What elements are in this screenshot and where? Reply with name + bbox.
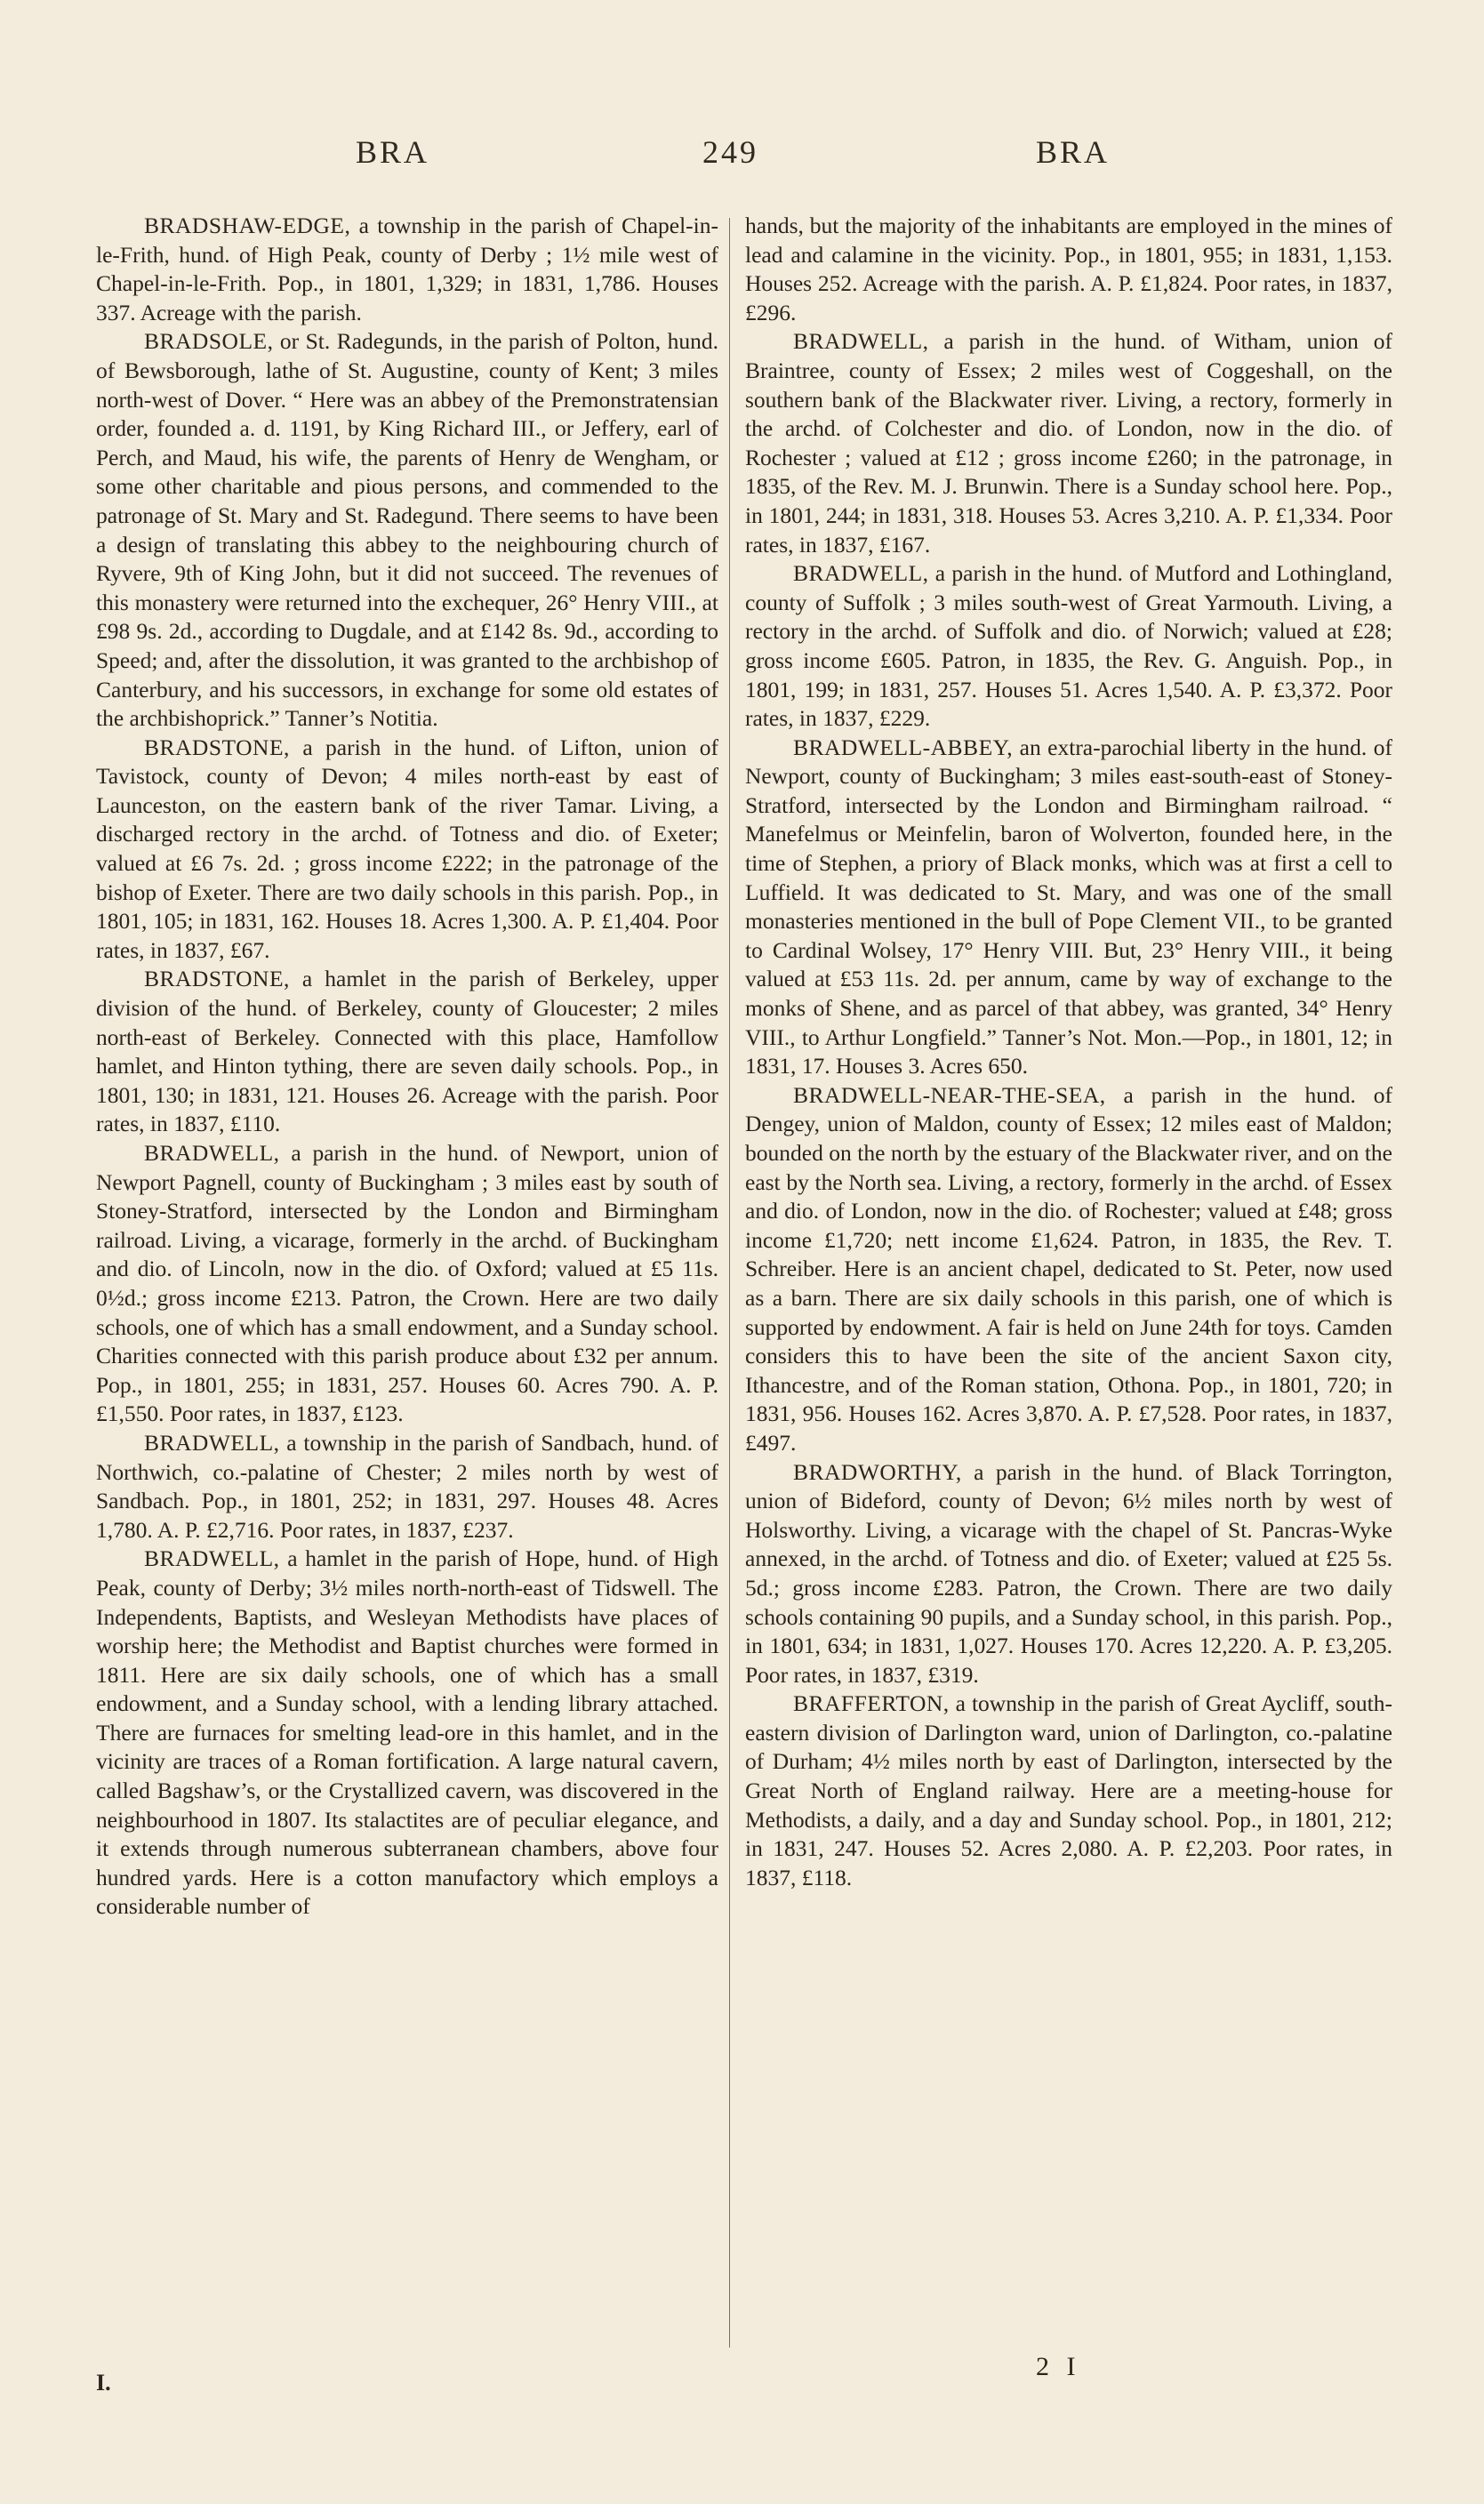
entry-text: a parish in the hund. of Mutford and Lothingland, county of Suffolk ; 3 miles south-west of Great Yarmouth. Living, a rectory in the archd. of Suffolk and dio. of Norwich; valued at £28; gross income £605. Patron, in 1835, the Rev. G. Anguish. Pop., in 1801, 199; in 1831, 257. Houses 51. Acres 1,540. A. P. £3,372. Poor rates, in 1837, £229. [745,560,1392,732]
entry [96,327,718,733]
header-right-word: BRA [1036,134,1111,170]
entry [745,327,1392,559]
entry [96,1545,718,1922]
entry-text: a township in the parish of Sandbach, hund. of Northwich, co.-palatine of Chester; 2 miles north by west of Sandbach. Pop., in 1801, 252; in 1831, 297. Houses 48. Acres 1,780. A. P. £2,716. Poor rates, in 1837, £237. [96,1429,718,1543]
column-divider [729,218,730,2348]
entry-text: a township in the parish of Chapel-in-le-Frith, hund. of High Peak, county of Derby ; 1½ mile west of Chapel-in-le-Frith. Pop., in 1801, 1,329; in 1831, 1,786. Houses 337. Acreage with the parish. [96,213,718,325]
entry-headword: BRADWELL-ABBEY, [793,734,1014,760]
page-number: 249 [702,134,758,170]
right-column [745,212,1392,1892]
entry [96,212,718,327]
entry-text: or St. Radegunds, in the parish of Polton, hund. of Bewsborough, lathe of St. Augustine, county of Kent; 3 miles north-west of Dover. “ Here was an abbey of the Premonstratensian order, founded a. d. 1191, by King Richard III., or Jeffery, earl of Perch, and Maud, his wife, the parents of Henry de Wengham, or some other charitable and pious persons, and commended to the patronage of St. Mary and St. Radegund. There seems to have been a design of translating this abbey to the neighbouring church of Ryvere, 9th of King John, but it did not succeed. The revenues of this monastery were returned into the exchequer, 26° Henry VIII., at £98 9s. 2d., according to Dugdale, and at £142 8s. 9d., according to Speed; and, after the dissolution, it was granted to the archbishop of Canterbury, and his successors, in exchange for some old estates of the archbishoprick.” Tanner’s Notitia. [96,328,718,732]
entry-text: a township in the parish of Great Aycliff, south-eastern division of Darlington ward, union of Darlington, co.-palatine of Durham; 4½ miles north by east of Darlington, intersected by the Great North of England railway. Here are a meeting-house for Methodists, a daily, and a day and Sunday school. Pop., in 1801, 212; in 1831, 247. Houses 52. Acres 2,080. A. P. £2,203. Poor rates, in 1837, £118. [745,1690,1392,1890]
entry [96,1139,718,1429]
entry-text: a hamlet in the parish of Berkeley, upper division of the hund. of Berkeley, county of Gloucester; 2 miles north-east of Berkeley. Connected with this place, Hamfollow hamlet, and Hinton tything, there are seven daily schools. Pop., in 1801, 130; in 1831, 121. Houses 26. Acreage with the parish. Poor rates, in 1837, £110. [96,966,718,1137]
entry [745,1458,1392,1690]
entry [96,734,718,966]
entry [745,559,1392,734]
entry-text: a parish in the hund. of Dengey, union of Maldon, county of Essex; 12 miles east of Maldon; bounded on the north by the estuary of the Blackwater river, and on the east by the North sea. Living, a rectory, formerly in the archd. of Essex and dio. of London, now in the dio. of Rochester; valued at £48; gross income £1,720; nett income £1,624. Patron, in 1835, the Rev. T. Schreiber. Here is an ancient chapel, dedicated to St. Peter, now used as a barn. There are six daily schools in this parish, one of which is supported by endowment. A fair is held on June 24th for toys. Camden considers this to have been the site of the ancient Saxon city, Ithancestre, and of the Roman station, Othona. Pop., in 1801, 720; in 1831, 956. Houses 162. Acres 3,870. A. P. £7,528. Poor rates, in 1837, £497. [745,1081,1392,1456]
entry-headword: BRADWELL, [793,560,929,587]
entry [96,965,718,1139]
entry-headword: BRADWELL, [793,328,929,355]
entry-text: an extra-parochial liberty in the hund. of Newport, county of Buckingham; 3 miles east-south-east of Stoney-Stratford, intersected by the London and Birmingham railroad. “ Manefelmus or Meinfelin, baron of Wolverton, founded here, in the time of Stephen, a priory of Black monks, which was at first a cell to Luffield. It was dedicated to St. Mary, and was one of the small monasteries mentioned in the bull of Pope Clement VII., to be granted to Cardinal Wolsey, 17° Henry VIII. But, 23° Henry VIII., it being valued at £53 11s. 2d. per annum, came by way of exchange to the monks of Shene, and as parcel of that abbey, was granted, 34° Henry VIII., to Arthur Longfield.” Tanner’s Not. Mon.—Pop., in 1801, 12; in 1831, 17. Houses 3. Acres 650. [745,734,1392,1079]
entry-text: hands, but the majority of the inhabitants are employed in the mines of lead and calamine in the vicinity. Pop., in 1801, 955; in 1831, 1,153. Houses 252. Acreage with the parish. A. P. £1,824. Poor rates, in 1837, £296. [745,213,1392,325]
entry-headword: BRADWORTHY, [793,1458,962,1485]
entry-text: a parish in the hund. of Lifton, union of Tavistock, county of Devon; 4 miles north-east by east of Launceston, on the eastern bank of the river Tamar. Living, a discharged rectory in the archd. of Totness and dio. of Exeter; valued at £6 7s. 2d. ; gross income £222; in the patronage of the bishop of Exeter. There are two daily schools in this parish. Pop., in 1801, 105; in 1831, 162. Houses 18. Acres 1,300. A. P. £1,404. Poor rates, in 1837, £67. [96,734,718,963]
entry [745,1689,1392,1892]
running-header [0,133,1484,187]
entry-headword: BRADWELL-NEAR-THE-SEA, [793,1081,1106,1108]
entry-headword: BRAFFERTON, [793,1690,950,1717]
entry-headword: BRADSTONE, [144,734,290,760]
entry-continuation [745,212,1392,327]
entry-headword: BRADSHAW-EDGE, [144,213,351,238]
entry-headword: BRADWELL, [144,1429,280,1456]
entry [96,1429,718,1545]
entry-text: a parish in the hund. of Black Torrington, union of Bideford, county of Devon; 6½ miles north by west of Holsworthy. Living, a vicarage with the chapel of St. Pancras-Wyke annexed, in the archd. of Totness and dio. of Exeter; valued at £25 5s. 5d.; gross income £283. Patron, the Crown. There are two daily schools containing 90 pupils, and a Sunday school, in this parish. Pop., in 1801, 634; in 1831, 1,027. Houses 170. Acres 12,220. A. P. £3,205. Poor rates, in 1837, £319. [745,1458,1392,1688]
entry-headword: BRADWELL, [144,1140,280,1166]
entry-text: a hamlet in the parish of Hope, hund. of High Peak, county of Derby; 3½ miles north-north-east of Tidswell. The Independents, Baptists, and Wesleyan Methodists have places of worship here; the Methodist and Baptist churches were formed in 1811. Here are six daily schools, one of which has a small endowment, and a Sunday school, with a lending library attached. There are furnaces for smelting lead-ore in this hamlet, and in the vicinity are traces of a Roman fortification. A large natural cavern, called Bagshaw’s, or the Crystallized cavern, was discovered in the neighbourhood in 1807. Its stalactites are of peculiar elegance, and it extends through numerous subterranean chambers, above four hundred yards. Here is a cotton manufactory which employs a considerable number of [96,1545,718,1920]
entry-text: a parish in the hund. of Newport, union of Newport Pagnell, county of Buckingham ; 3 miles east by south of Stoney-Stratford, intersected by the London and Birmingham railroad. Living, a vicarage, formerly in the archd. of Buckingham and dio. of Lincoln, now in the dio. of Oxford; valued at £5 11s. 0½d.; gross income £213. Patron, the Crown. Here are two daily schools, one of which has a small endowment, and a Sunday school. Charities connected with this parish produce about £32 per annum. Pop., in 1801, 255; in 1831, 257. Houses 60. Acres 790. A. P. £1,550. Poor rates, in 1837, £123. [96,1140,718,1427]
entry [745,1081,1392,1458]
entry-headword: BRADSOLE, [144,328,274,355]
entry [745,734,1392,1081]
signature-mark-right: 2 I [1036,2352,1081,2381]
signature-mark-left: I. [96,2370,111,2396]
entry-text: a parish in the hund. of Witham, union of Braintree, county of Essex; 2 miles west of Coggeshall, on the southern bank of the Blackwater river. Living, a rectory, formerly in the archd. of Colchester and dio. of London, now in the dio. of Rochester ; valued at £12 ; gross income £260; in the patronage, in 1835, of the Rev. M. J. Brunwin. There is a Sunday school here. Pop., in 1801, 244; in 1831, 318. Houses 53. Acres 3,210. A. P. £1,334. Poor rates, in 1837, £167. [745,328,1392,558]
entry-headword: BRADWELL, [144,1545,280,1572]
entry-headword: BRADSTONE, [144,966,290,992]
header-left-word: BRA [356,134,430,170]
left-column [96,212,718,1922]
